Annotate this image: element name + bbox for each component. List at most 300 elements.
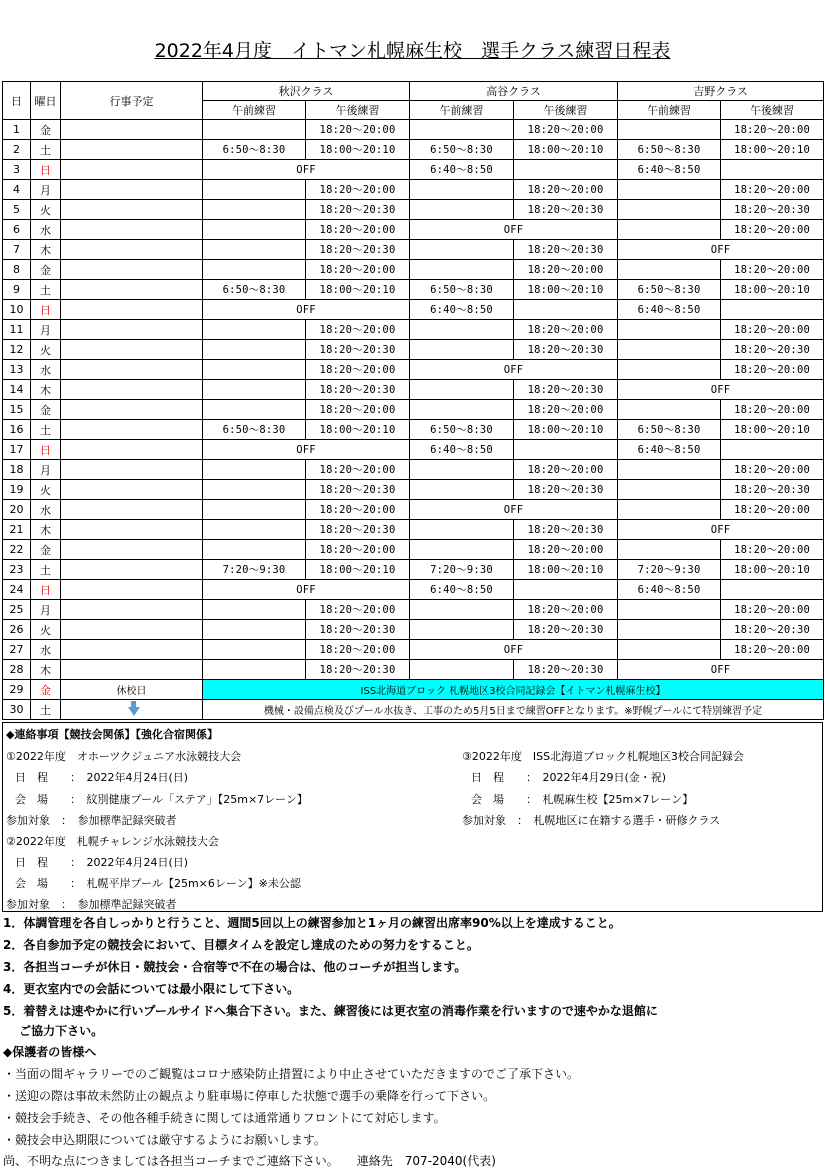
pm-cell: 18:00～20:10 bbox=[514, 140, 618, 160]
am-cell bbox=[410, 180, 514, 200]
day-cell: 15 bbox=[3, 400, 31, 420]
weekday-cell: 木 bbox=[31, 660, 61, 680]
schedule-row bbox=[3, 220, 824, 240]
pm-cell: 18:20～20:00 bbox=[514, 600, 618, 620]
off-cell: OFF bbox=[203, 580, 410, 600]
am-cell: 6:50～8:30 bbox=[618, 140, 721, 160]
pm-cell: 18:00～20:10 bbox=[514, 560, 618, 580]
schedule-row bbox=[3, 240, 824, 260]
am-cell bbox=[618, 460, 721, 480]
event-cell bbox=[61, 340, 203, 360]
pm-cell: 18:00～20:10 bbox=[306, 140, 410, 160]
contact-footer: 尚、不明な点につきましては各担当コーチまでご連絡下さい。 連絡先 707-2040(代表) bbox=[3, 1154, 496, 1168]
schedule-row bbox=[3, 520, 824, 540]
day-cell: 12 bbox=[3, 340, 31, 360]
pm-cell: 18:00～20:10 bbox=[514, 280, 618, 300]
am-cell bbox=[618, 180, 721, 200]
event-cell bbox=[61, 500, 203, 520]
rule-item: ご協力下さい。 bbox=[3, 1024, 104, 1038]
pm-cell: 18:20～20:00 bbox=[721, 260, 824, 280]
pm-cell: 18:20～20:00 bbox=[306, 360, 410, 380]
off-cell: OFF bbox=[618, 520, 824, 540]
pm-cell: 18:20～20:00 bbox=[721, 540, 824, 560]
competition-3-title: ③2022年度 ISS北海道ブロック札幌地区3校合同記録会 bbox=[462, 750, 744, 763]
weekday-cell: 土 bbox=[31, 140, 61, 160]
am-cell bbox=[618, 340, 721, 360]
pm-header: 午後練習 bbox=[306, 101, 410, 120]
day-cell: 4 bbox=[3, 180, 31, 200]
guardian-item: ・競技会手続き、その他各種手続きに関しては通常通りフロントにて対応します。 bbox=[3, 1111, 446, 1125]
weekday-cell: 金 bbox=[31, 400, 61, 420]
am-cell bbox=[410, 120, 514, 140]
pm-cell: 18:20～20:30 bbox=[721, 480, 824, 500]
event-header: 行事予定 bbox=[61, 82, 203, 120]
day-cell: 19 bbox=[3, 480, 31, 500]
pm-cell: 18:20～20:00 bbox=[721, 460, 824, 480]
am-cell bbox=[618, 640, 721, 660]
weekday-cell: 日 bbox=[31, 440, 61, 460]
am-cell: 6:40～8:50 bbox=[410, 440, 514, 460]
pm-cell: 18:00～20:10 bbox=[306, 280, 410, 300]
pm-cell: 18:20～20:00 bbox=[514, 540, 618, 560]
weekday-cell: 金 bbox=[31, 540, 61, 560]
schedule-row bbox=[3, 180, 824, 200]
day-cell: 22 bbox=[3, 540, 31, 560]
am-cell: 6:50～8:30 bbox=[203, 280, 306, 300]
pm-cell: 18:20～20:30 bbox=[514, 620, 618, 640]
pm-cell: 18:20～20:00 bbox=[514, 400, 618, 420]
am-cell: 6:50～8:30 bbox=[410, 420, 514, 440]
pm-cell: 18:20～20:00 bbox=[721, 360, 824, 380]
pm-cell: 18:20～20:00 bbox=[306, 500, 410, 520]
weekday-cell: 水 bbox=[31, 360, 61, 380]
pm-cell: 18:20～20:00 bbox=[306, 220, 410, 240]
am-cell bbox=[203, 520, 306, 540]
pm-cell: 18:20～20:30 bbox=[306, 200, 410, 220]
pm-cell: 18:20～20:30 bbox=[514, 340, 618, 360]
am-cell bbox=[618, 620, 721, 640]
pm-cell: 18:20～20:00 bbox=[306, 400, 410, 420]
am-cell: 6:40～8:50 bbox=[618, 300, 721, 320]
am-cell bbox=[410, 240, 514, 260]
rule-item: 3．各担当コーチが休日・競技会・合宿等で不在の場合は、他のコーチが担当します。 bbox=[3, 960, 467, 974]
schedule-row bbox=[3, 660, 824, 680]
pm-cell: 18:20～20:00 bbox=[306, 540, 410, 560]
class-header-akisawa: 秋沢クラス bbox=[203, 82, 410, 101]
schedule-row bbox=[3, 140, 824, 160]
am-cell bbox=[410, 480, 514, 500]
event-cell bbox=[61, 580, 203, 600]
closure-note-cell: 機械・設備点検及びプール水抜き、工事のため5月5日まで練習OFFとなります。※野幌プールにて特別練習予定 bbox=[203, 700, 824, 720]
competition-1-date: 日 程 ： 2022年4月24日(日) bbox=[15, 771, 189, 784]
am-cell bbox=[203, 320, 306, 340]
am-cell bbox=[203, 540, 306, 560]
pm-cell: 18:00～20:10 bbox=[721, 560, 824, 580]
guardian-item: ・送迎の際は事故未然防止の観点より駐車場に停車した状態で選手の乗降を行って下さい。 bbox=[3, 1089, 496, 1103]
pm-cell: 18:20～20:30 bbox=[514, 480, 618, 500]
event-cell bbox=[61, 120, 203, 140]
day-cell: 8 bbox=[3, 260, 31, 280]
day-cell: 9 bbox=[3, 280, 31, 300]
weekday-cell: 金 bbox=[31, 120, 61, 140]
meet-note-cell: ISS北海道ブロック 札幌地区3校合同記録会【イトマン札幌麻生校】 bbox=[203, 680, 824, 700]
day-cell: 10 bbox=[3, 300, 31, 320]
weekday-cell: 日 bbox=[31, 160, 61, 180]
competition-1-title: ①2022年度 オホーツクジュニア水泳競技大会 bbox=[6, 750, 242, 763]
schedule-row bbox=[3, 160, 824, 180]
competition-2-venue: 会 場 ： 札幌平岸プール【25m×6レーン】※未公認 bbox=[15, 877, 301, 890]
pm-cell: 18:20～20:30 bbox=[306, 480, 410, 500]
day-cell: 13 bbox=[3, 360, 31, 380]
event-cell bbox=[61, 420, 203, 440]
am-cell: 6:40～8:50 bbox=[618, 580, 721, 600]
am-cell bbox=[410, 600, 514, 620]
weekday-cell: 水 bbox=[31, 500, 61, 520]
weekday-cell: 月 bbox=[31, 460, 61, 480]
rule-item: 5．着替えは速やかに行いプールサイドへ集合下さい。また、練習後には更衣室の消毒作業を行いますので速やかな退館に bbox=[3, 1004, 658, 1018]
am-cell bbox=[410, 400, 514, 420]
event-cell bbox=[61, 320, 203, 340]
am-header: 午前練習 bbox=[618, 101, 721, 120]
day-cell: 24 bbox=[3, 580, 31, 600]
schedule-row bbox=[3, 440, 824, 460]
day-cell: 11 bbox=[3, 320, 31, 340]
am-cell bbox=[410, 520, 514, 540]
pm-cell bbox=[721, 580, 824, 600]
schedule-row bbox=[3, 260, 824, 280]
off-cell: OFF bbox=[203, 300, 410, 320]
off-cell: OFF bbox=[410, 500, 618, 520]
pm-cell bbox=[514, 440, 618, 460]
day-cell: 20 bbox=[3, 500, 31, 520]
event-cell bbox=[61, 220, 203, 240]
event-cell bbox=[61, 180, 203, 200]
am-cell bbox=[203, 480, 306, 500]
pm-cell: 18:20～20:00 bbox=[306, 640, 410, 660]
am-cell bbox=[203, 600, 306, 620]
am-cell bbox=[203, 460, 306, 480]
am-cell: 6:40～8:50 bbox=[410, 160, 514, 180]
day-cell: 2 bbox=[3, 140, 31, 160]
pm-cell: 18:00～20:10 bbox=[306, 420, 410, 440]
weekday-header: 曜日 bbox=[31, 82, 61, 120]
pm-cell: 18:20～20:00 bbox=[721, 120, 824, 140]
am-cell: 6:50～8:30 bbox=[410, 140, 514, 160]
day-cell: 23 bbox=[3, 560, 31, 580]
pm-header: 午後練習 bbox=[721, 101, 824, 120]
pm-cell: 18:20～20:00 bbox=[721, 220, 824, 240]
competition-2-title: ②2022年度 札幌チャレンジ水泳競技大会 bbox=[6, 835, 219, 848]
pm-cell: 18:20～20:00 bbox=[721, 600, 824, 620]
schedule-row bbox=[3, 560, 824, 580]
pm-cell: 18:00～20:10 bbox=[514, 420, 618, 440]
guardian-heading: ◆保護者の皆様へ bbox=[3, 1045, 97, 1059]
pm-cell bbox=[721, 300, 824, 320]
day-header: 日 bbox=[3, 82, 31, 120]
schedule-row bbox=[3, 200, 824, 220]
pm-cell: 18:20～20:30 bbox=[721, 340, 824, 360]
am-cell bbox=[618, 120, 721, 140]
am-cell bbox=[203, 640, 306, 660]
weekday-cell: 火 bbox=[31, 340, 61, 360]
off-cell: OFF bbox=[410, 360, 618, 380]
am-cell: 6:40～8:50 bbox=[410, 580, 514, 600]
schedule-row bbox=[3, 340, 824, 360]
day-cell: 26 bbox=[3, 620, 31, 640]
schedule-row bbox=[3, 120, 824, 140]
pm-cell: 18:20～20:30 bbox=[721, 620, 824, 640]
rule-item: 1．体調管理を各自しっかりと行うこと、週間5回以上の練習参加と1ヶ月の練習出席率90%以上を達成すること。 bbox=[3, 916, 621, 930]
event-cell bbox=[61, 400, 203, 420]
off-cell: OFF bbox=[618, 660, 824, 680]
schedule-row bbox=[3, 640, 824, 660]
competition-3-date: 日 程 ： 2022年4月29日(金・祝) bbox=[471, 771, 667, 784]
weekday-cell: 日 bbox=[31, 300, 61, 320]
event-cell bbox=[61, 300, 203, 320]
notice-box bbox=[2, 722, 823, 912]
event-cell bbox=[61, 280, 203, 300]
am-cell bbox=[410, 620, 514, 640]
event-cell bbox=[61, 260, 203, 280]
day-cell: 18 bbox=[3, 460, 31, 480]
pm-cell: 18:20～20:30 bbox=[514, 380, 618, 400]
weekday-cell: 金 bbox=[31, 680, 61, 700]
am-cell bbox=[618, 600, 721, 620]
weekday-cell: 土 bbox=[31, 420, 61, 440]
day-cell: 3 bbox=[3, 160, 31, 180]
pm-cell: 18:00～20:10 bbox=[721, 140, 824, 160]
guardian-item: ・当面の間ギャラリーでのご観覧はコロナ感染防止措置により中止させていただきますのでご了承下さい。 bbox=[3, 1067, 580, 1081]
day-cell: 25 bbox=[3, 600, 31, 620]
pm-cell: 18:20～20:30 bbox=[514, 660, 618, 680]
page-title: 2022年4月度 イトマン札幌麻生校 選手クラス練習日程表 bbox=[154, 40, 671, 62]
am-cell bbox=[618, 360, 721, 380]
weekday-cell: 月 bbox=[31, 320, 61, 340]
off-cell: OFF bbox=[203, 440, 410, 460]
schedule-row bbox=[3, 280, 824, 300]
pm-cell: 18:20～20:30 bbox=[514, 200, 618, 220]
schedule-row bbox=[3, 680, 824, 700]
pm-cell: 18:20～20:00 bbox=[514, 180, 618, 200]
pm-cell: 18:20～20:00 bbox=[721, 320, 824, 340]
competition-3-venue: 会 場 ： 札幌麻生校【25m×7レーン】 bbox=[471, 793, 694, 806]
am-cell bbox=[618, 220, 721, 240]
event-cell bbox=[61, 520, 203, 540]
pm-cell: 18:20～20:30 bbox=[306, 240, 410, 260]
am-cell bbox=[203, 240, 306, 260]
competition-3-target: 参加対象 ： 札幌地区に在籍する選手・研修クラス bbox=[462, 814, 721, 827]
schedule-row bbox=[3, 360, 824, 380]
schedule-row bbox=[3, 700, 824, 720]
schedule-table bbox=[2, 81, 824, 720]
am-cell: 6:40～8:50 bbox=[410, 300, 514, 320]
am-cell bbox=[203, 500, 306, 520]
day-cell: 30 bbox=[3, 700, 31, 720]
am-cell bbox=[203, 400, 306, 420]
day-cell: 28 bbox=[3, 660, 31, 680]
pm-cell: 18:20～20:30 bbox=[306, 660, 410, 680]
weekday-cell: 水 bbox=[31, 640, 61, 660]
weekday-cell: 火 bbox=[31, 620, 61, 640]
event-cell bbox=[61, 200, 203, 220]
day-cell: 7 bbox=[3, 240, 31, 260]
am-cell bbox=[618, 540, 721, 560]
pm-cell: 18:00～20:10 bbox=[306, 560, 410, 580]
off-cell: OFF bbox=[410, 640, 618, 660]
pm-header: 午後練習 bbox=[514, 101, 618, 120]
am-cell: 7:20～9:30 bbox=[203, 560, 306, 580]
pm-cell: 18:20～20:00 bbox=[306, 460, 410, 480]
pm-cell: 18:20～20:30 bbox=[306, 340, 410, 360]
event-cell: 休校日 bbox=[61, 680, 203, 700]
schedule-row bbox=[3, 420, 824, 440]
pm-cell: 18:20～20:00 bbox=[721, 640, 824, 660]
am-header: 午前練習 bbox=[203, 101, 306, 120]
am-cell bbox=[410, 200, 514, 220]
pm-cell: 18:20～20:30 bbox=[514, 520, 618, 540]
event-cell bbox=[61, 540, 203, 560]
am-cell bbox=[203, 620, 306, 640]
guardian-item: ・競技会申込期限については厳守するようにお願いします。 bbox=[3, 1133, 326, 1147]
weekday-cell: 火 bbox=[31, 480, 61, 500]
weekday-cell: 土 bbox=[31, 560, 61, 580]
competition-2-target: 参加対象 ： 参加標準記録突破者 bbox=[6, 898, 177, 911]
schedule-row bbox=[3, 580, 824, 600]
pm-cell bbox=[721, 440, 824, 460]
weekday-cell: 土 bbox=[31, 700, 61, 720]
am-cell bbox=[203, 340, 306, 360]
schedule-row bbox=[3, 600, 824, 620]
day-cell: 14 bbox=[3, 380, 31, 400]
day-cell: 1 bbox=[3, 120, 31, 140]
schedule-row bbox=[3, 320, 824, 340]
day-cell: 5 bbox=[3, 200, 31, 220]
weekday-cell: 土 bbox=[31, 280, 61, 300]
am-cell: 6:40～8:50 bbox=[618, 160, 721, 180]
weekday-cell: 木 bbox=[31, 520, 61, 540]
class-header-takaya: 高谷クラス bbox=[410, 82, 618, 101]
pm-cell: 18:20～20:00 bbox=[721, 180, 824, 200]
class-header-yoshino: 吉野クラス bbox=[618, 82, 824, 101]
am-cell: 6:50～8:30 bbox=[410, 280, 514, 300]
event-cell bbox=[61, 640, 203, 660]
competition-1-target: 参加対象 ： 参加標準記録突破者 bbox=[6, 814, 177, 827]
schedule-row bbox=[3, 380, 824, 400]
day-cell: 6 bbox=[3, 220, 31, 240]
weekday-cell: 月 bbox=[31, 180, 61, 200]
pm-cell: 18:20～20:30 bbox=[514, 240, 618, 260]
event-cell bbox=[61, 380, 203, 400]
day-cell: 27 bbox=[3, 640, 31, 660]
header-row-classes bbox=[3, 82, 824, 101]
am-cell bbox=[410, 660, 514, 680]
am-cell: 6:50～8:30 bbox=[618, 280, 721, 300]
event-cell bbox=[61, 560, 203, 580]
weekday-cell: 日 bbox=[31, 580, 61, 600]
pm-cell: 18:20～20:30 bbox=[721, 200, 824, 220]
off-cell: OFF bbox=[410, 220, 618, 240]
am-cell bbox=[618, 500, 721, 520]
pm-cell: 18:20～20:00 bbox=[306, 320, 410, 340]
am-cell bbox=[618, 480, 721, 500]
am-cell bbox=[203, 180, 306, 200]
am-cell bbox=[618, 320, 721, 340]
schedule-row bbox=[3, 620, 824, 640]
weekday-cell: 木 bbox=[31, 240, 61, 260]
pm-cell: 18:20～20:30 bbox=[306, 380, 410, 400]
am-cell bbox=[203, 660, 306, 680]
am-cell bbox=[410, 260, 514, 280]
weekday-cell: 水 bbox=[31, 220, 61, 240]
event-cell bbox=[61, 240, 203, 260]
event-cell bbox=[61, 460, 203, 480]
competition-1-venue: 会 場 ： 紋別健康プール「ステア」【25m×7レーン】 bbox=[15, 793, 308, 806]
rule-item: 4．更衣室内での会話については最小限にして下さい。 bbox=[3, 982, 300, 996]
competition-2-date: 日 程 ： 2022年4月24日(日) bbox=[15, 856, 189, 869]
pm-cell: 18:00～20:10 bbox=[721, 280, 824, 300]
off-cell: OFF bbox=[618, 240, 824, 260]
am-cell bbox=[410, 380, 514, 400]
off-cell: OFF bbox=[618, 380, 824, 400]
pm-cell: 18:20～20:00 bbox=[721, 400, 824, 420]
rules-section bbox=[0, 912, 825, 1168]
pm-cell: 18:20～20:00 bbox=[514, 120, 618, 140]
down-arrow-icon bbox=[61, 700, 203, 720]
pm-cell bbox=[514, 300, 618, 320]
pm-cell bbox=[514, 580, 618, 600]
am-cell bbox=[410, 460, 514, 480]
pm-cell: 18:20～20:30 bbox=[306, 620, 410, 640]
am-cell bbox=[203, 220, 306, 240]
am-cell: 6:40～8:50 bbox=[618, 440, 721, 460]
pm-cell: 18:20～20:00 bbox=[721, 500, 824, 520]
pm-cell: 18:20～20:00 bbox=[306, 260, 410, 280]
pm-cell: 18:20～20:00 bbox=[306, 120, 410, 140]
weekday-cell: 木 bbox=[31, 380, 61, 400]
pm-cell: 18:20～20:00 bbox=[514, 260, 618, 280]
am-cell bbox=[203, 360, 306, 380]
am-cell bbox=[410, 320, 514, 340]
am-cell: 7:20～9:30 bbox=[410, 560, 514, 580]
event-cell bbox=[61, 660, 203, 680]
day-cell: 16 bbox=[3, 420, 31, 440]
pm-cell bbox=[721, 160, 824, 180]
schedule-row bbox=[3, 300, 824, 320]
off-cell: OFF bbox=[203, 160, 410, 180]
day-cell: 21 bbox=[3, 520, 31, 540]
am-cell bbox=[203, 380, 306, 400]
schedule-row bbox=[3, 540, 824, 560]
weekday-cell: 月 bbox=[31, 600, 61, 620]
pm-cell: 18:20～20:00 bbox=[514, 460, 618, 480]
event-cell bbox=[61, 620, 203, 640]
pm-cell bbox=[514, 160, 618, 180]
schedule-row bbox=[3, 400, 824, 420]
am-cell: 7:20～9:30 bbox=[618, 560, 721, 580]
am-cell bbox=[203, 260, 306, 280]
am-cell bbox=[203, 200, 306, 220]
pm-cell: 18:20～20:30 bbox=[306, 520, 410, 540]
am-cell bbox=[410, 340, 514, 360]
event-cell bbox=[61, 600, 203, 620]
schedule-row bbox=[3, 480, 824, 500]
am-cell bbox=[618, 260, 721, 280]
am-cell bbox=[203, 120, 306, 140]
event-cell bbox=[61, 140, 203, 160]
rule-item: 2．各自参加予定の競技会において、目標タイムを設定し達成のための努力をすること。 bbox=[3, 938, 479, 952]
am-cell bbox=[618, 400, 721, 420]
weekday-cell: 金 bbox=[31, 260, 61, 280]
